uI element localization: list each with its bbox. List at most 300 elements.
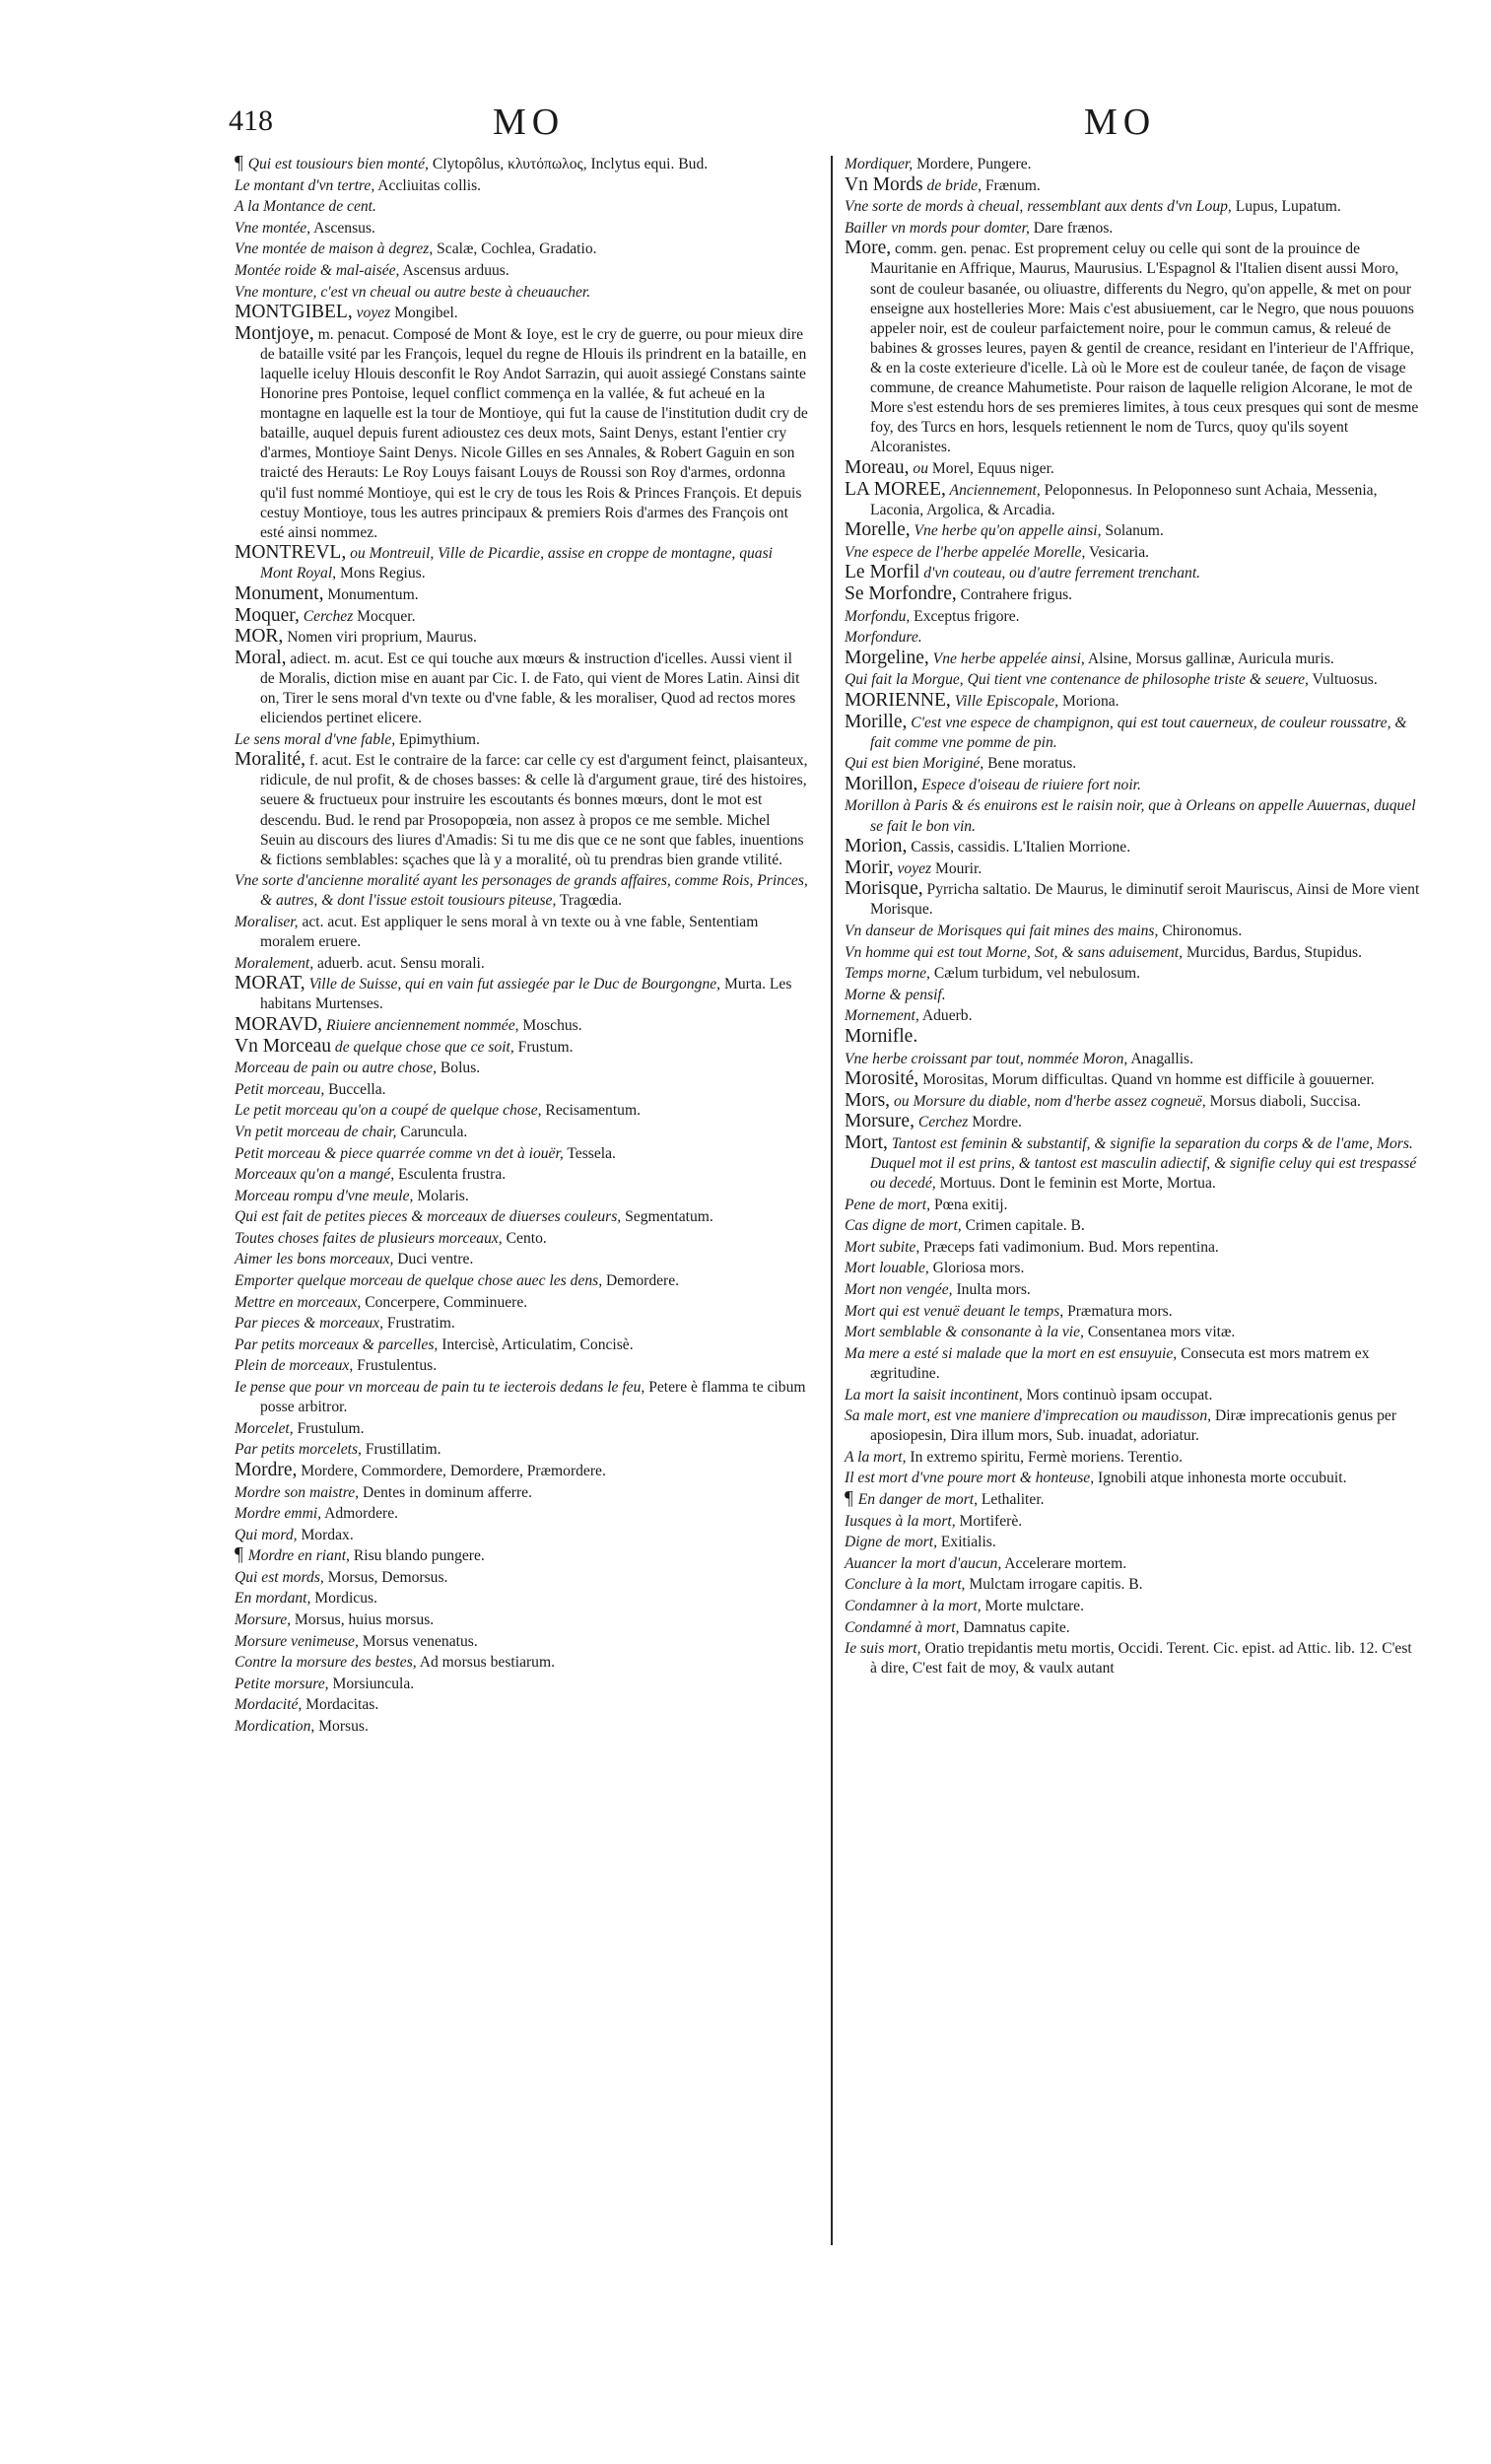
dictionary-entry <box>845 1596 1422 1616</box>
entry-latin: Pœna exitij. <box>930 1196 1008 1213</box>
entry-definition: Par petits morcelets, <box>235 1441 362 1459</box>
entry-latin: Oratio trepidantis metu mortis, Occidi. Terent. Cic. epist. ad Attic. lib. 12. C'est à dire, C'est fait de moy, & vaulx autant <box>870 1640 1412 1677</box>
entry-latin: Esculenta frustra. <box>394 1166 507 1184</box>
dictionary-entry <box>235 1313 808 1334</box>
entry-latin: Lupus, Lupatum. <box>1231 198 1341 216</box>
dictionary-entry <box>845 837 1422 857</box>
dictionary-entry <box>235 1058 808 1078</box>
entry-definition: Condamner à la mort, <box>845 1597 982 1614</box>
entry-definition: Par pieces & morceaux, <box>235 1315 383 1333</box>
entry-latin: Morte mulctare. <box>981 1597 1084 1614</box>
entry-latin: Frænum. <box>981 176 1041 194</box>
entry-latin: Murcidus, Bardus, Stupidus. <box>1183 943 1362 961</box>
dictionary-entry <box>845 691 1422 712</box>
dictionary-entry <box>235 1652 808 1673</box>
dictionary-entry <box>845 480 1422 520</box>
dictionary-entry <box>235 1228 808 1249</box>
entry-definition: Moraliser, <box>235 913 299 930</box>
entry-latin: Ignobili atque inhonesta morte occubuit. <box>1094 1470 1347 1487</box>
dictionary-entry <box>845 175 1422 196</box>
entry-latin: Vesicaria. <box>1085 543 1150 561</box>
dictionary-entry <box>845 753 1422 774</box>
entry-definition: Qui fait la Morgue, Qui tient vne contenance de philosophe triste & seuere, <box>845 671 1309 689</box>
entry-latin: Dentes in dominum afferre. <box>359 1483 533 1501</box>
dictionary-entry <box>845 921 1422 941</box>
entry-latin: Cælum turbidum, vel nebulosum. <box>929 965 1141 983</box>
entry-definition: Morcelet, <box>235 1419 294 1437</box>
entry-latin: Diræ imprecationis genus per aposiopesin, Dira illum mors, Sub. inuadat, adoriatur. <box>870 1407 1397 1445</box>
entry-latin: Mors continuò ipsam occupat. <box>1022 1386 1213 1403</box>
dictionary-entry <box>235 627 808 648</box>
entry-latin: Mons Regius. <box>336 565 426 582</box>
entry-latin: Damnatus capite. <box>959 1618 1070 1636</box>
entry-headword: Moquer, <box>235 604 300 626</box>
entry-latin: Morsus, huius morsus. <box>291 1611 435 1629</box>
dictionary-entry <box>235 303 808 323</box>
entry-definition: Ville Episcopale, <box>950 692 1059 710</box>
entry-definition: ou <box>909 459 929 477</box>
entry-latin: Mordacitas. <box>302 1696 379 1714</box>
entry-definition: Qui mord, <box>235 1526 298 1543</box>
dictionary-entry <box>845 1049 1422 1069</box>
entry-latin: Præceps fati vadimonium. Bud. Mors repentina. <box>919 1238 1219 1256</box>
entry-latin: Molaris. <box>413 1187 469 1204</box>
dictionary-entry <box>845 1091 1422 1112</box>
entry-definition: Condamné à mort, <box>845 1618 960 1636</box>
dictionary-entry <box>845 1405 1422 1446</box>
entry-latin: Mordere, Commordere, Demordere, Præmordere. <box>297 1462 606 1479</box>
entry-definition: Plein de morceaux, <box>235 1357 354 1375</box>
entry-definition: Morne & pensif. <box>845 986 946 1003</box>
entry-definition: d'vn couteau, ou d'autre ferrement trenchant. <box>919 565 1201 582</box>
entry-latin: Segmentatum. <box>621 1208 713 1226</box>
entry-headword: Mors, <box>845 1089 891 1111</box>
entry-definition: Mordre en riant, <box>247 1547 350 1565</box>
entry-latin: Crimen capitale. B. <box>961 1217 1085 1235</box>
entry-latin: Mulctam irrogare capitis. B. <box>965 1576 1143 1594</box>
entry-latin: Contrahere frigus. <box>956 585 1073 603</box>
dictionary-entry <box>235 196 808 217</box>
dictionary-entry <box>845 606 1422 627</box>
entry-latin: Aduerb. <box>918 1007 973 1025</box>
entry-latin: Clytopôlus, κλυτόπωλος, Inclytus equi. Bud. <box>428 156 709 172</box>
entry-definition: A la mort, <box>845 1448 907 1466</box>
entry-latin: Recisamentum. <box>541 1102 641 1120</box>
dictionary-entry <box>845 1005 1422 1026</box>
entry-latin: Bolus. <box>436 1060 481 1077</box>
dictionary-entry <box>235 1249 808 1269</box>
dictionary-entry <box>235 1015 808 1036</box>
entry-latin: Anagallis. <box>1127 1050 1193 1067</box>
entry-latin: Ascensus arduus. <box>399 261 509 279</box>
entry-definition: Qui est fait de petites pieces & morceaux de diuerses couleurs, <box>235 1208 622 1226</box>
entry-headword: ¶ <box>235 1544 248 1566</box>
entry-headword: Se Morfondre, <box>845 582 957 604</box>
entry-latin: Chironomus. <box>1158 922 1243 939</box>
entry-latin: Monumentum. <box>323 585 419 603</box>
entry-latin: Mordax. <box>297 1526 354 1543</box>
entry-latin: Frustulentus. <box>353 1357 438 1375</box>
entry-definition: Ie suis mort, <box>845 1640 921 1658</box>
entry-definition: Le petit morceau qu'on a coupé de quelque chose, <box>235 1102 542 1120</box>
entry-latin: Mourir. <box>931 859 983 877</box>
entry-definition: En danger de mort, <box>857 1491 978 1508</box>
column-divider <box>831 156 833 2245</box>
dictionary-entry <box>845 963 1422 984</box>
entry-headword: MORAVD, <box>235 1013 323 1035</box>
entry-definition: Mordiquer, <box>845 156 914 172</box>
entry-latin: m. penacut. Composé de Mont & Ioye, est le cry de guerre, ou pour mieux dire de bataille vsité par les François, lequel du regne de Hlouis ils prindrent en la bataille, en laquelle iceluy Hlouis desconfit le Roy Andot Sarrazin, qui auoit assiegé Constans sainte Honorine pres Pontoise, lequel conflict commença en la vallée, & fut acheué en la montagne en laquelle est la tour de Montioye, qui fut la cause de l'institution dudit cry de bataille, auquel depuis furent adioustez ces deux mots, Saint Denys, estant l'entier cry d'armes, Montioye Saint Denys. Nicole Gilles en ses Annales, & Robert Gaguin en son traicté des Herauts: Le Roy Louys faisant Louys de Roussi son Roy d'armes, ordonna qu'il fust nommé Montioye, qui est le cry de tous les Rois & Princes François. Et depuis cestuy Montioye, tous les autres principaux & premiers Rois d'armes des François ont esté ainsi nommez. <box>260 325 808 541</box>
entry-headword: Mornifle. <box>845 1025 918 1047</box>
dictionary-entry <box>235 1164 808 1185</box>
dictionary-entry <box>845 627 1422 648</box>
right-running-head: MO <box>1084 102 1157 143</box>
dictionary-entry <box>845 775 1422 795</box>
entry-definition: Morfondu, <box>845 607 911 625</box>
dictionary-entry <box>235 1716 808 1737</box>
entry-definition: Iusques à la mort, <box>845 1512 956 1530</box>
entry-latin: Mortuus. Dont le feminin est Morte, Mortua. <box>935 1175 1216 1193</box>
entry-headword: LA MOREE, <box>845 478 946 500</box>
entry-definition: Montée roide & mal-aisée, <box>235 261 400 279</box>
entry-latin: Epimythium. <box>395 730 480 748</box>
entry-definition: Vn petit morceau de chair, <box>235 1123 397 1140</box>
dictionary-entry <box>235 324 808 543</box>
entry-latin: Duci ventre. <box>393 1251 474 1268</box>
entry-latin: Frustillatim. <box>361 1441 441 1459</box>
entry-definition: Vne montée, <box>235 219 311 237</box>
entry-headword: MOR, <box>235 626 284 648</box>
entry-definition: Morillon à Paris & és enuirons est le raisin noir, que à Orleans on appelle Auuernas, duquel se fait le bon vin. <box>845 797 1416 835</box>
right-column <box>845 154 1422 1679</box>
entry-definition: Mort subite, <box>845 1238 920 1256</box>
dictionary-entry <box>845 218 1422 239</box>
entry-latin: Mongibel. <box>390 305 458 322</box>
dictionary-entry <box>235 1270 808 1291</box>
dictionary-entry <box>235 584 808 605</box>
entry-headword: MORAT, <box>235 973 305 994</box>
entry-definition: Vne herbe croissant par tout, nommée Moron, <box>845 1050 1128 1067</box>
entry-definition: Conclure à la mort, <box>845 1576 966 1594</box>
dictionary-entry <box>845 879 1422 920</box>
entry-latin: Vultuosus. <box>1308 671 1378 689</box>
dictionary-entry <box>845 669 1422 690</box>
dictionary-entry <box>235 1100 808 1121</box>
entry-headword: ¶ <box>845 1488 858 1509</box>
entry-latin: Ascensus. <box>310 219 375 237</box>
dictionary-entry <box>235 154 808 174</box>
entry-definition: Petit morceau & piece quarrée comme vn det à iouër, <box>235 1144 564 1162</box>
entry-latin: Ad morsus bestiarum. <box>416 1654 556 1672</box>
left-column <box>235 154 808 1738</box>
dictionary-entry <box>235 1439 808 1460</box>
entry-headword: Montjoye, <box>235 322 314 344</box>
entry-latin: Alsine, Morsus gallinæ, Auricula muris. <box>1084 650 1334 667</box>
dictionary-entry <box>235 1545 808 1566</box>
entry-definition: Digne de mort, <box>845 1534 937 1551</box>
entry-headword: Mordre, <box>235 1459 298 1480</box>
entry-headword: Moreau, <box>845 456 910 478</box>
entry-definition: Anciennement, <box>945 481 1041 499</box>
entry-definition: Toutes choses faites de plusieurs morceaux, <box>235 1229 503 1247</box>
entry-headword: Morillon, <box>845 773 918 794</box>
entry-latin: f. acut. Est le contraire de la farce: car celle cy est d'argument feinct, plaisanteux, ridicule, de nul profit, & de choses basses: & celle là d'argument graue, tiré des histoires, seuere & fructueux pour instruire les escoutants és bonnes mœurs, dont le mot est descendu. Bud. le rend par Prosopopœia, non assez à propos ce me semble. Michel Seuin au discours des liures d'Amadis: Si tu me dis que ce ne sont que fables, inuentions & fictions semblables: sçaches que là y a moralité, où tu prendras bien grande vtilité. <box>260 752 808 868</box>
dictionary-entry <box>845 985 1422 1005</box>
entry-definition: Moralement, <box>235 954 314 972</box>
entry-latin: Gloriosa mors. <box>928 1260 1025 1277</box>
dictionary-entry <box>235 1609 808 1630</box>
dictionary-entry <box>845 1638 1422 1678</box>
entry-headword: Monument, <box>235 582 324 604</box>
dictionary-entry <box>235 1588 808 1608</box>
dictionary-entry <box>235 1525 808 1545</box>
entry-latin: Solanum. <box>1101 522 1164 540</box>
dictionary-entry <box>235 1335 808 1355</box>
entry-definition: Par petits morceaux & parcelles, <box>235 1335 439 1353</box>
dictionary-entry <box>845 1343 1422 1384</box>
dictionary-entry <box>845 858 1422 879</box>
entry-latin: Dare frænos. <box>1029 219 1114 237</box>
entry-definition: Morsure, <box>235 1611 292 1629</box>
dictionary-entry <box>235 953 808 974</box>
entry-headword: Morion, <box>845 836 908 857</box>
entry-definition: En mordant, <box>235 1590 311 1608</box>
entry-definition: Vne herbe appelée ainsi, <box>928 650 1085 667</box>
dictionary-entry <box>845 1511 1422 1532</box>
entry-headword: More, <box>845 238 892 259</box>
entry-headword: Vn Mords <box>845 173 923 195</box>
entry-headword: Le Morfil <box>845 562 920 583</box>
dictionary-entry <box>845 1258 1422 1278</box>
entry-latin: act. acut. Est appliquer le sens moral à vn texte ou à vne fable, Sententiam moralem eruere. <box>260 913 759 951</box>
entry-latin: Mordere, Pungere. <box>913 156 1032 172</box>
entry-definition: Vn danseur de Morisques qui fait mines des mains, <box>845 922 1159 939</box>
dictionary-entry <box>845 239 1422 457</box>
entry-latin: adiect. m. acut. Est ce qui touche aux mœurs & instruction d'icelles. Aussi vient il de Moralis, diction mise en auant par Cic. I. de Fato, qui vient de Mores Latin. Ainsi dit on, Tirer le sens moral d'vn texte ou d'vne fable, & les moraliser, Quod ad rectos mores eliciendos pertinet elicere. <box>260 650 800 727</box>
entry-definition: voyez <box>352 305 391 322</box>
entry-latin: Mocquer. <box>353 607 416 625</box>
entry-definition: Ville de Suisse, qui en vain fut assiegée par le Duc de Bourgongne, <box>305 976 721 993</box>
entry-definition: Vne montée de maison à degrez, <box>235 240 434 258</box>
entry-latin: Morsus diaboli, Succisa. <box>1205 1092 1361 1110</box>
entry-latin: Consentanea mors vitæ. <box>1083 1324 1236 1341</box>
entry-headword: ¶ <box>235 153 248 173</box>
entry-definition: Morfondure. <box>845 629 922 647</box>
entry-definition: ou Morsure du diable, nom d'herbe assez cogneuë, <box>890 1092 1206 1110</box>
entry-latin: Mortiferè. <box>955 1512 1023 1530</box>
entry-definition: La mort la saisit incontinent, <box>845 1386 1023 1403</box>
dictionary-entry <box>845 1133 1422 1194</box>
entry-definition: Emporter quelque morceau de quelque chose auec les dens, <box>235 1272 603 1290</box>
entry-definition: Pene de mort, <box>845 1196 931 1213</box>
entry-definition: Aimer les bons morceaux, <box>235 1251 394 1268</box>
dictionary-entry <box>845 649 1422 669</box>
entry-definition: voyez <box>893 859 932 877</box>
entry-headword: MONTGIBEL, <box>235 302 353 323</box>
dictionary-entry <box>235 974 808 1014</box>
entry-headword: Morille, <box>845 711 908 732</box>
entry-definition: Espece d'oiseau de riuiere fort noir. <box>917 776 1141 793</box>
dictionary-entry <box>235 282 808 303</box>
entry-definition: Mort qui est venuë deuant le temps, <box>845 1302 1064 1320</box>
entry-definition: Petite morsure, <box>235 1675 329 1692</box>
dictionary-entry <box>235 543 808 583</box>
entry-definition: Vn homme qui est tout Morne, Sot, & sans aduisement, <box>845 943 1184 961</box>
entry-headword: MORIENNE, <box>845 689 951 711</box>
entry-definition: Qui est mords, <box>235 1568 324 1586</box>
dictionary-entry <box>235 1674 808 1694</box>
entry-definition: Tantost est feminin & substantif, & signifie la separation du corps & de l'ame, Mors. Duquel mot il est prins, & tantost est masculin adiectif, & signifie celuy qui est trespassé ou decedé, <box>870 1134 1417 1193</box>
entry-definition: Cas digne de mort, <box>845 1217 962 1235</box>
entry-headword: Vn Morceau <box>235 1035 332 1057</box>
entry-latin: Murta. Les habitans Murtenses. <box>260 976 792 1013</box>
dictionary-entry <box>235 1122 808 1142</box>
dictionary-entry <box>845 1322 1422 1342</box>
entry-definition: Morceau de pain ou autre chose, <box>235 1060 437 1077</box>
entry-definition: Il est mort d'vne poure mort & honteuse, <box>845 1470 1095 1487</box>
entry-definition: Mornement, <box>845 1007 919 1025</box>
entry-definition: de bride, <box>922 176 982 194</box>
entry-headword: Morgeline, <box>845 647 929 668</box>
page-number: 418 <box>229 104 273 137</box>
entry-headword: Morsure, <box>845 1111 915 1132</box>
entry-latin: Scalæ, Cochlea, Gradatio. <box>433 240 597 258</box>
entry-latin: Moschus. <box>518 1016 582 1034</box>
entry-latin: Frustum. <box>513 1038 574 1056</box>
entry-definition: Morsure venimeuse, <box>235 1632 359 1650</box>
entry-latin: Morositas, Morum difficultas. Quand vn homme est difficile à gouuerner. <box>918 1071 1375 1089</box>
entry-definition: Le sens moral d'vne fable, <box>235 730 396 748</box>
dictionary-entry <box>235 649 808 728</box>
entry-latin: Morsus. <box>314 1718 369 1736</box>
entry-headword: Mort, <box>845 1131 888 1153</box>
entry-headword: Morisque, <box>845 878 923 900</box>
entry-latin: Bene moratus. <box>983 755 1077 773</box>
dictionary-entry <box>235 1037 808 1058</box>
left-running-head: MO <box>493 102 566 143</box>
entry-definition: Temps morne, <box>845 965 930 983</box>
entry-definition: Sa male mort, est vne maniere d'imprecation ou maudisson, <box>845 1407 1212 1425</box>
entry-latin: Accliuitas collis. <box>374 176 482 194</box>
dictionary-entry <box>845 1301 1422 1322</box>
entry-latin: Petere è flamma te cibum posse arbitror. <box>260 1379 806 1416</box>
entry-definition: Mort non vengée, <box>845 1281 953 1299</box>
dictionary-entry <box>845 1237 1422 1258</box>
dictionary-entry <box>845 1112 1422 1132</box>
dictionary-entry <box>235 1482 808 1503</box>
dictionary-entry <box>845 458 1422 479</box>
entry-latin: Morel, Equus niger. <box>928 459 1054 477</box>
entry-headword: MONTREVL, <box>235 542 347 564</box>
dictionary-entry <box>235 1567 808 1588</box>
entry-latin: Accelerare mortem. <box>1001 1554 1127 1572</box>
entry-definition: Contre la morsure des bestes, <box>235 1654 417 1672</box>
entry-definition: Vne sorte de mords à cheual, ressemblant aux dents d'vn Loup, <box>845 198 1232 216</box>
dictionary-entry <box>235 1186 808 1206</box>
entry-definition: Mordre emmi, <box>235 1505 322 1523</box>
entry-definition: Qui est tousiours bien monté, <box>247 156 429 172</box>
entry-latin: Cassis, cassidis. L'Italien Morrione. <box>907 839 1131 856</box>
entry-definition: Mordre son maistre, <box>235 1483 360 1501</box>
dictionary-entry <box>235 239 808 259</box>
entry-latin: Morsus venenatus. <box>358 1632 478 1650</box>
entry-definition: Ma mere a esté si malade que la mort en est ensuyuie, <box>845 1344 1178 1362</box>
dictionary-entry <box>845 1468 1422 1488</box>
entry-definition: Ie pense que pour vn morceau de pain tu te iecterois dedans le feu, <box>235 1379 645 1397</box>
dictionary-entry <box>235 870 808 911</box>
dictionary-entry <box>235 260 808 281</box>
entry-latin: Frustratim. <box>382 1315 455 1333</box>
dictionary-entry <box>235 729 808 750</box>
entry-definition: Riuiere anciennement nommée, <box>322 1016 519 1034</box>
entry-definition: A la Montance de cent. <box>235 198 376 216</box>
dictionary-entry <box>235 175 808 196</box>
entry-latin: Intercisè, Articulatim, Concisè. <box>438 1335 634 1353</box>
entry-definition: Vne sorte d'ancienne moralité ayant les personages de grands affaires, comme Rois, Princes, & autres, & dont l'issue estoit tousiours piteuse, <box>235 872 808 910</box>
entry-headword: Moralité, <box>235 749 306 771</box>
entry-headword: Morosité, <box>845 1068 919 1090</box>
dictionary-entry <box>845 1532 1422 1552</box>
entry-latin: Caruncula. <box>396 1123 468 1140</box>
entry-definition: Bailler vn mords pour domter, <box>845 219 1030 237</box>
dictionary-entry <box>845 1195 1422 1215</box>
dictionary-entry <box>845 1617 1422 1638</box>
dictionary-entry <box>845 584 1422 605</box>
entry-latin: Inulta mors. <box>952 1281 1031 1299</box>
dictionary-entry <box>235 1503 808 1524</box>
dictionary-entry <box>845 1489 1422 1510</box>
dictionary-entry <box>845 795 1422 836</box>
dictionary-entry <box>845 1447 1422 1468</box>
entry-latin: Tessela. <box>563 1144 616 1162</box>
page-header <box>0 99 1491 148</box>
entry-latin: Lethaliter. <box>978 1491 1045 1508</box>
dictionary-entry <box>845 1027 1422 1048</box>
entry-definition: Mort louable, <box>845 1260 929 1277</box>
entry-definition: de quelque chose que ce soit, <box>331 1038 514 1056</box>
dictionary-entry <box>845 542 1422 563</box>
entry-latin: Morsiuncula. <box>328 1675 415 1692</box>
dictionary-entry <box>235 1143 808 1164</box>
entry-definition: Mordication, <box>235 1718 315 1736</box>
dictionary-entry <box>235 218 808 239</box>
dictionary-entry <box>845 1069 1422 1090</box>
entry-latin: Admordere. <box>321 1505 399 1523</box>
entry-latin: Concerpere, Comminuere. <box>361 1293 528 1311</box>
entry-definition: ou Montreuil, Ville de Picardie, assise en croppe de montagne, quasi Mont Royal, <box>260 545 773 582</box>
dictionary-entry <box>845 1279 1422 1300</box>
entry-headword: Morelle, <box>845 519 911 541</box>
entry-definition: Petit morceau, <box>235 1080 325 1098</box>
entry-latin: Nomen viri proprium, Maurus. <box>283 629 477 647</box>
entry-headword: Moral, <box>235 647 287 668</box>
dictionary-entry <box>235 1694 808 1715</box>
dictionary-entry <box>235 1418 808 1439</box>
entry-latin: Frustulum. <box>293 1419 365 1437</box>
dictionary-entry <box>845 713 1422 753</box>
dictionary-entry <box>845 1385 1422 1405</box>
entry-latin: Consecuta est mors matrem ex ægritudine. <box>870 1344 1370 1382</box>
entry-latin: Exitialis. <box>936 1534 996 1551</box>
entry-definition: Auancer la mort d'aucun, <box>845 1554 1002 1572</box>
dictionary-entry <box>235 750 808 870</box>
entry-definition: Le montant d'vn tertre, <box>235 176 375 194</box>
entry-latin: Pyrricha saltatio. De Maurus, le diminutif seroit Mauriscus, Ainsi de More vient Morisque. <box>870 881 1420 919</box>
dictionary-entry <box>845 563 1422 583</box>
entry-definition: Qui est bien Moriginé, <box>845 755 984 773</box>
dictionary-entry <box>845 196 1422 217</box>
entry-latin: In extremo spiritu, Fermè moriens. Terentio. <box>906 1448 1184 1466</box>
